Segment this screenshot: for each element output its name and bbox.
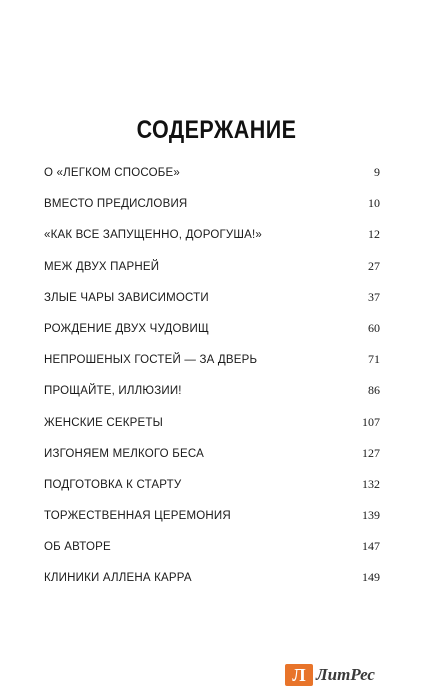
toc-entry[interactable] [44,254,380,285]
toc-entry-page: 60 [368,320,380,335]
toc-entry-title: ВМЕСТО ПРЕДИСЛОВИЯ [44,198,188,211]
toc-entry-title: ЗЛЫЕ ЧАРЫ ЗАВИСИМОСТИ [44,291,209,304]
toc-entry[interactable] [44,565,380,596]
toc-entry[interactable] [44,534,380,565]
toc-entry-page: 107 [362,414,380,429]
table-of-contents [44,160,380,597]
toc-entry-title: ИЗГОНЯЕМ МЕЛКОГО БЕСА [44,447,204,460]
toc-entry[interactable] [44,316,380,347]
toc-entry-title: МЕЖ ДВУХ ПАРНЕЙ [44,260,160,273]
logo-letter: Л [292,665,306,685]
toc-entry[interactable] [44,441,380,472]
toc-entry-page: 149 [362,570,380,585]
toc-entry-title: НЕПРОШЕНЫХ ГОСТЕЙ — ЗА ДВЕРЬ [44,354,258,367]
toc-entry-page: 86 [368,383,380,398]
toc-entry-page: 132 [362,476,380,491]
toc-entry-title: ТОРЖЕСТВЕННАЯ ЦЕРЕМОНИЯ [44,510,231,523]
toc-entry-title: ОБ АВТОРЕ [44,541,111,554]
toc-entry-title: О «ЛЕГКОМ СПОСОБЕ» [44,167,180,179]
toc-entry-title: ПОДГОТОВКА К СТАРТУ [44,478,182,491]
toc-entry-page: 139 [362,508,380,523]
toc-entry[interactable] [44,285,380,316]
toc-entry-title: РОЖДЕНИЕ ДВУХ ЧУДОВИЩ [44,322,209,335]
toc-entry[interactable] [44,410,380,441]
page-title: СОДЕРЖАНИЕ [136,116,297,144]
toc-entry-page: 127 [362,445,380,460]
toc-entry[interactable] [44,191,380,222]
logo-wordmark: ЛитРес [316,665,375,684]
toc-entry[interactable] [44,160,380,191]
toc-entry-page: 37 [368,289,380,304]
litres-logo-icon [285,664,313,686]
toc-entry[interactable] [44,347,380,378]
toc-entry[interactable] [44,378,380,409]
toc-entry-page: 147 [362,539,380,554]
toc-entry-title: КЛИНИКИ АЛЛЕНА КАРРА [44,572,192,585]
toc-entry-page: 71 [368,352,380,367]
toc-entry[interactable] [44,503,380,534]
toc-entry-title: ПРОЩАЙТЕ, ИЛЛЮЗИИ! [44,385,182,398]
toc-entry-title: «КАК ВСЕ ЗАПУЩЕННО, ДОРОГУША!» [44,229,263,242]
toc-entry[interactable] [44,472,380,503]
toc-entry-page: 9 [374,165,380,179]
toc-entry-page: 10 [368,196,380,211]
toc-entry[interactable] [44,222,380,253]
toc-entry-title: ЖЕНСКИЕ СЕКРЕТЫ [44,416,163,429]
toc-entry-page: 27 [368,258,380,273]
toc-entry-page: 12 [368,227,380,242]
